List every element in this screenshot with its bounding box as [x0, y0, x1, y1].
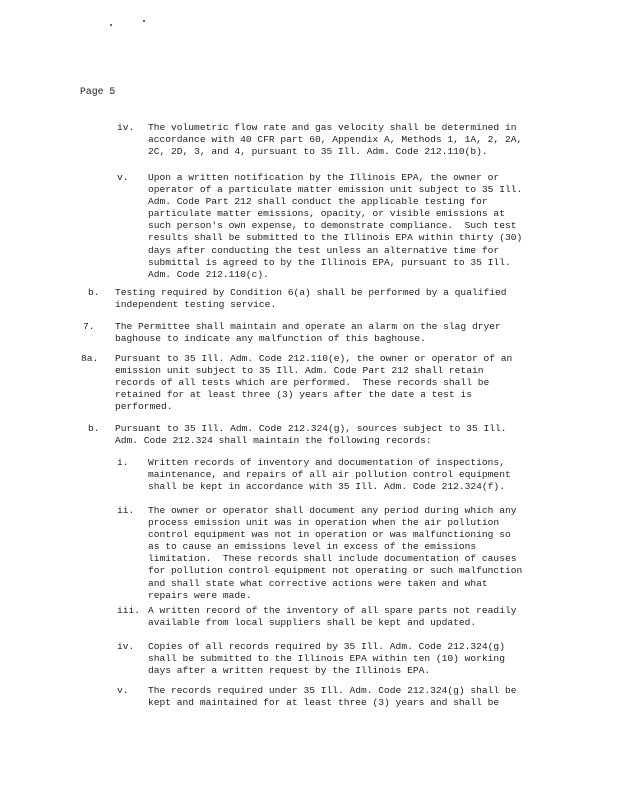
- item-number: iv.: [117, 122, 135, 133]
- item-number: b.: [88, 423, 100, 434]
- text-line: Pursuant to 35 Ill. Adm. Code 212.110(e), the owner or operator of an: [115, 353, 513, 364]
- text-line: submittal is agreed to by the Illinois EPA, pursuant to 35 Ill.: [148, 256, 511, 268]
- text-line: such person's own expense, to demonstrate compliance. Such test: [148, 220, 517, 232]
- item-7-alarm: [83, 321, 501, 345]
- text-line: for pollution control equipment not operating or such malfunction: [148, 565, 523, 577]
- item-number: ii.: [117, 505, 135, 516]
- text-line: retained for at least three (3) years after the date a test is: [115, 389, 472, 401]
- text-line: operator of a particulate matter emission unit subject to 35 Ill.: [148, 184, 523, 196]
- text-line: Adm. Code Part 212 shall conduct the applicable testing for: [148, 196, 488, 208]
- text-line: shall be submitted to the Illinois EPA within ten (10) working: [148, 653, 505, 665]
- item-i-inventory: [117, 457, 511, 493]
- text-line: The records required under 35 Ill. Adm. Code 212.324(g) shall be: [148, 685, 517, 696]
- text-line: shall be kept in accordance with 35 Ill. Adm. Code 212.324(f).: [148, 481, 505, 493]
- text-line: as to cause an emissions level in excess of the emissions: [148, 541, 477, 553]
- item-b-212-324: [88, 423, 507, 447]
- item-number: i.: [117, 457, 129, 468]
- text-line: baghouse to indicate any malfunction of this baghouse.: [115, 333, 426, 345]
- item-iii-spare-parts: [117, 605, 517, 629]
- item-number: iv.: [117, 641, 135, 652]
- text-line: A written record of the inventory of all spare parts not readily: [148, 605, 517, 616]
- text-line: records of all tests which are performed. These records shall be: [115, 377, 490, 389]
- text-line: performed.: [115, 401, 173, 413]
- item-number: 7.: [83, 321, 95, 332]
- scan-speck: [143, 20, 145, 22]
- text-line: accordance with 40 CFR part 60, Appendix A, Methods 1, 1A, 2, 2A,: [148, 134, 523, 146]
- text-line: Copies of all records required by 35 Ill. Adm. Code 212.324(g): [148, 641, 505, 652]
- text-line: The Permittee shall maintain and operate an alarm on the slag dryer: [115, 321, 501, 332]
- text-line: independent testing service.: [115, 299, 277, 311]
- item-number: v.: [117, 685, 129, 696]
- item-iv-volumetric-flow: [117, 122, 523, 158]
- text-line: and shall state what corrective actions were taken and what: [148, 577, 488, 589]
- item-number: iii.: [117, 605, 141, 616]
- text-line: results shall be submitted to the Illinois EPA within thirty (30): [148, 232, 523, 244]
- item-v-written-notification: [117, 172, 523, 281]
- text-line: available from local suppliers shall be kept and updated.: [148, 617, 477, 629]
- item-8a-records: [81, 353, 513, 413]
- text-line: Upon a written notification by the Illinois EPA, the owner or: [148, 172, 500, 183]
- text-line: Pursuant to 35 Ill. Adm. Code 212.324(g), sources subject to 35 Ill.: [115, 423, 507, 434]
- item-number: b.: [88, 287, 100, 298]
- text-line: Testing required by Condition 6(a) shall be performed by a qualified: [115, 287, 507, 298]
- text-line: days after a written request by the Illinois EPA.: [148, 665, 431, 677]
- text-line: days after conducting the test unless an alternative time for: [148, 244, 500, 256]
- item-v-records-kept: [117, 685, 517, 709]
- text-line: control equipment was not in operation or was malfunctioning so: [148, 529, 511, 541]
- scan-speck: [110, 24, 112, 26]
- text-line: particulate matter emissions, opacity, or visible emissions at: [148, 208, 505, 220]
- item-number: 8a.: [81, 353, 99, 364]
- item-number: v.: [117, 172, 129, 183]
- text-line: Adm. Code 212.110(c).: [148, 268, 269, 280]
- item-iv-copies: [117, 641, 505, 677]
- text-line: The volumetric flow rate and gas velocity shall be determined in: [148, 122, 517, 133]
- page-number: Page 5: [80, 86, 116, 97]
- text-line: Adm. Code 212.324 shall maintain the following records:: [115, 435, 432, 447]
- text-line: emission unit subject to 35 Ill. Adm. Code Part 212 shall retain: [115, 365, 484, 377]
- text-line: limitation. These records shall include documentation of causes: [148, 553, 517, 565]
- text-line: kept and maintained for at least three (3) years and shall be: [148, 697, 500, 709]
- text-line: The owner or operator shall document any period during which any: [148, 505, 517, 516]
- item-b-testing: [88, 287, 507, 311]
- text-line: repairs were made.: [148, 589, 252, 601]
- text-line: process emission unit was in operation when the air pollution: [148, 517, 500, 529]
- text-line: maintenance, and repairs of all air pollution control equipment: [148, 469, 511, 481]
- item-ii-malfunction: [117, 505, 523, 602]
- text-line: Written records of inventory and documentation of inspections,: [148, 457, 505, 468]
- text-line: 2C, 2D, 3, and 4, pursuant to 35 Ill. Adm. Code 212.110(b).: [148, 146, 488, 158]
